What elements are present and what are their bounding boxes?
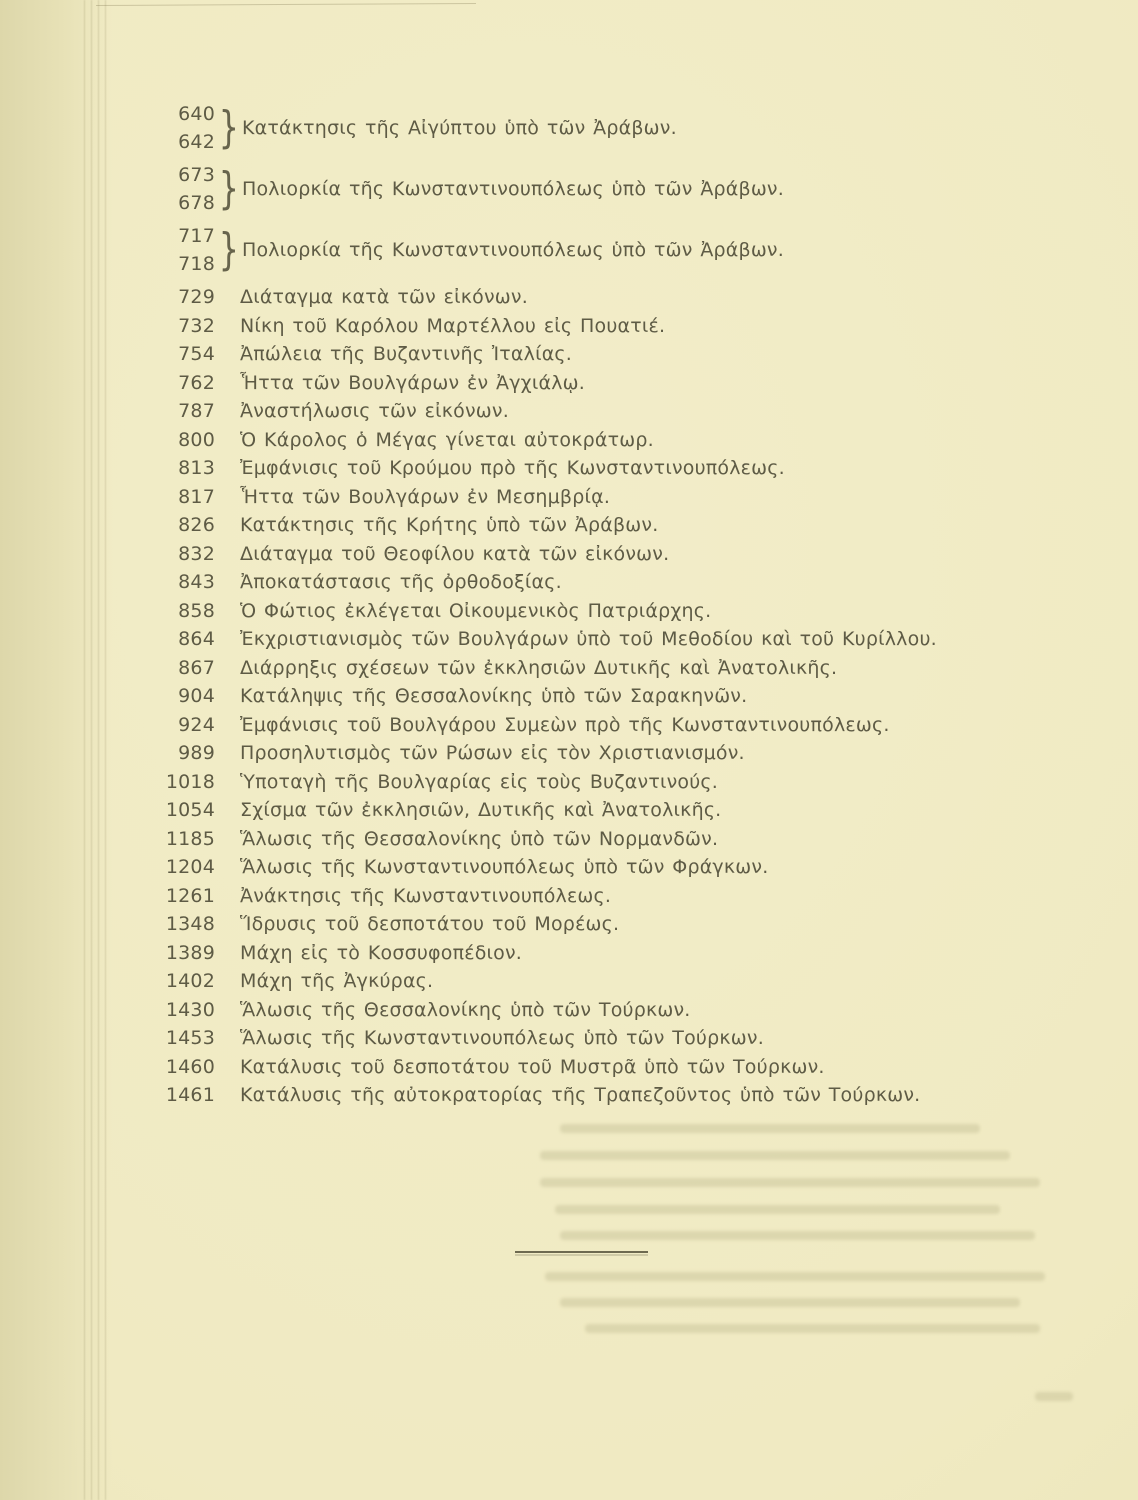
entry-year: 813 (178, 457, 215, 479)
chronology-entry-year-range (163, 161, 1098, 217)
entry-text: Ἅλωσις τῆς Κωνσταντινουπόλεως ὑπὸ τῶν Τούρκων. (240, 1027, 764, 1049)
chronology-entry (163, 825, 1098, 854)
entry-text: Ἧττα τῶν Βουλγάρων ἐν Ἀγχιάλῳ. (240, 371, 586, 394)
entry-text: Ἀπώλεια τῆς Βυζαντινῆς Ἰταλίας. (240, 343, 573, 365)
chronology-entry (163, 511, 1098, 540)
entry-year: 673 (178, 164, 215, 186)
entry-year: 817 (178, 485, 215, 508)
page-edge-lines (84, 0, 106, 1500)
entry-year: 826 (178, 514, 215, 536)
entry-text: Κατάλυσις τοῦ δεσποτάτου τοῦ Μυστρᾶ ὑπὸ τῶν Τούρκων. (240, 1055, 825, 1078)
entry-year: 1389 (165, 941, 215, 964)
entry-year: 717 (178, 225, 215, 247)
chronology-entry (163, 996, 1098, 1025)
entry-text: Ἀποκατάστασις τῆς ὀρθοδοξίας. (240, 571, 562, 593)
entry-text: Πολιορκία τῆς Κωνσταντινουπόλεως ὑπὸ τῶν Ἀράβων. (242, 239, 784, 261)
entry-year-group (163, 222, 215, 278)
entry-text: Ἧττα τῶν Βουλγάρων ἐν Μεσημβρίᾳ. (240, 485, 611, 508)
chronology-entry-year-range (163, 222, 1098, 278)
entry-year: 1460 (165, 1055, 215, 1078)
entry-year-group (163, 161, 215, 217)
entry-year: 678 (178, 192, 215, 214)
show-through-line (1035, 1392, 1073, 1401)
entry-year: 867 (178, 656, 215, 679)
entry-year: 729 (178, 286, 215, 308)
chronology-entry (163, 910, 1098, 939)
entry-year: 732 (178, 314, 215, 337)
chronology-entry (163, 426, 1098, 455)
entry-text: Ἐμφάνισις τοῦ Κρούμου πρὸ τῆς Κωνσταντινουπόλεως. (240, 457, 785, 479)
entry-year-group (163, 100, 215, 156)
chronology-entry (163, 283, 1098, 312)
chronology-entry (163, 739, 1098, 768)
show-through-line (545, 1272, 1045, 1281)
chronology-entry (163, 967, 1098, 996)
chronology-entry (163, 369, 1098, 398)
chronology-entry (163, 853, 1098, 882)
chronology-entry (163, 483, 1098, 512)
chronology-entry (163, 654, 1098, 683)
entry-year: 800 (178, 428, 215, 451)
entry-text: Διάταγμα τοῦ Θεοφίλου κατὰ τῶν εἰκόνων. (240, 542, 670, 565)
entry-text: Μάχη εἰς τὸ Κοσσυφοπέδιον. (240, 941, 523, 964)
entry-text: Ὁ Κάρολος ὁ Μέγας γίνεται αὐτοκράτωρ. (240, 428, 654, 451)
show-through-line (540, 1151, 1010, 1160)
chronology-list (163, 100, 1098, 1110)
entry-text: Ἐμφάνισις τοῦ Βουλγάρου Συμεὼν πρὸ τῆς Κωνσταντινουπόλεως. (240, 713, 890, 736)
entry-year: 864 (178, 628, 215, 650)
chronology-entry (163, 682, 1098, 711)
entry-text: Κατάλυσις τῆς αὐτοκρατορίας τῆς Τραπεζοῦντος ὑπὸ τῶν Τούρκων. (240, 1084, 921, 1106)
show-through-line (585, 1324, 1040, 1333)
chronology-entry (163, 454, 1098, 483)
entry-text: Ὑποταγὴ τῆς Βουλγαρίας εἰς τοὺς Βυζαντινούς. (240, 770, 719, 793)
chronology-entry (163, 568, 1098, 597)
chronology-entry (163, 312, 1098, 341)
entry-text: Ἅλωσις τῆς Θεσσαλονίκης ὑπὸ τῶν Νορμανδῶν. (240, 827, 719, 850)
chronology-entry (163, 397, 1098, 426)
entry-year: 642 (178, 131, 215, 153)
entry-year: 1018 (165, 770, 215, 793)
entry-year: 1261 (165, 884, 215, 907)
entry-text: Νίκη τοῦ Καρόλου Μαρτέλλου εἰς Πουατιέ. (240, 314, 666, 337)
chronology-entry-year-range (163, 100, 1098, 156)
entry-year: 989 (178, 742, 215, 764)
chronology-entry (163, 768, 1098, 797)
year-range-brace-icon: } (218, 224, 240, 275)
entry-year: 1348 (165, 913, 215, 935)
chronology-entry (163, 1081, 1098, 1110)
show-through-line (560, 1124, 980, 1133)
entry-text: Κατάληψις τῆς Θεσσαλονίκης ὑπὸ τῶν Σαρακηνῶν. (240, 685, 748, 707)
entry-text: Μάχη τῆς Ἀγκύρας. (240, 970, 434, 992)
chronology-entry (163, 939, 1098, 968)
entry-text: Διάταγμα κατὰ τῶν εἰκόνων. (240, 286, 528, 308)
entry-year: 1430 (165, 998, 215, 1021)
chronology-entry (163, 1053, 1098, 1082)
entry-text: Ἐκχριστιανισμὸς τῶν Βουλγάρων ὑπὸ τοῦ Μεθοδίου καὶ τοῦ Κυρίλλου. (240, 628, 937, 650)
entry-year: 924 (178, 713, 215, 736)
entry-year: 754 (178, 343, 215, 365)
entry-year: 832 (178, 542, 215, 565)
chronology-entry (163, 711, 1098, 740)
chronology-entry (163, 340, 1098, 369)
chronology-entry (163, 540, 1098, 569)
entry-year: 1054 (165, 799, 215, 821)
entry-text: Ἵδρυσις τοῦ δεσποτάτου τοῦ Μορέως. (240, 913, 620, 935)
entry-year: 904 (178, 685, 215, 707)
entry-text: Ἀναστήλωσις τῶν εἰκόνων. (240, 400, 509, 422)
entry-year: 1402 (165, 970, 215, 992)
entry-text: Ἀνάκτησις τῆς Κωνσταντινουπόλεως. (240, 884, 612, 907)
entry-year: 762 (178, 371, 215, 394)
chronology-entry (163, 882, 1098, 911)
show-through-line (560, 1298, 1020, 1307)
show-through-line (555, 1205, 1000, 1214)
entry-text: Κατάκτησις τῆς Κρήτης ὑπὸ τῶν Ἀράβων. (240, 514, 659, 536)
entry-text: Πολιορκία τῆς Κωνσταντινουπόλεως ὑπὸ τῶν Ἀράβων. (242, 178, 784, 200)
entry-text: Προσηλυτισμὸς τῶν Ρώσων εἰς τὸν Χριστιανισμόν. (240, 742, 745, 764)
entry-text: Διάρρηξις σχέσεων τῶν ἐκκλησιῶν Δυτικῆς καὶ Ἀνατολικῆς. (240, 656, 838, 679)
chronology-entry (163, 1024, 1098, 1053)
entry-text: Ἅλωσις τῆς Κωνσταντινουπόλεως ὑπὸ τῶν Φράγκων. (240, 856, 769, 878)
entry-text: Κατάκτησις τῆς Αἰγύπτου ὑπὸ τῶν Ἀράβων. (242, 117, 677, 139)
year-range-brace-icon: } (218, 102, 240, 153)
chronology-entry (163, 597, 1098, 626)
entry-text: Ὁ Φώτιος ἐκλέγεται Οἰκουμενικὸς Πατριάρχης. (240, 599, 712, 622)
entry-year: 640 (178, 103, 215, 125)
entry-year: 787 (178, 400, 215, 422)
entry-year: 1185 (165, 827, 215, 850)
section-divider (515, 1251, 648, 1253)
entry-year: 1453 (165, 1027, 215, 1049)
show-through-line (560, 1231, 1035, 1240)
chronology-entry (163, 796, 1098, 825)
entry-year: 858 (178, 599, 215, 622)
show-through-line (540, 1178, 1040, 1187)
year-range-brace-icon: } (218, 163, 240, 214)
page-edge-top (96, 3, 476, 6)
chronology-entry (163, 625, 1098, 654)
entry-text: Ἅλωσις τῆς Θεσσαλονίκης ὑπὸ τῶν Τούρκων. (240, 998, 691, 1021)
entry-year: 718 (178, 253, 215, 275)
entry-year: 1204 (165, 856, 215, 878)
entry-text: Σχίσμα τῶν ἐκκλησιῶν, Δυτικῆς καὶ Ἀνατολικῆς. (240, 799, 722, 821)
entry-year: 843 (178, 571, 215, 593)
entry-year: 1461 (165, 1084, 215, 1106)
